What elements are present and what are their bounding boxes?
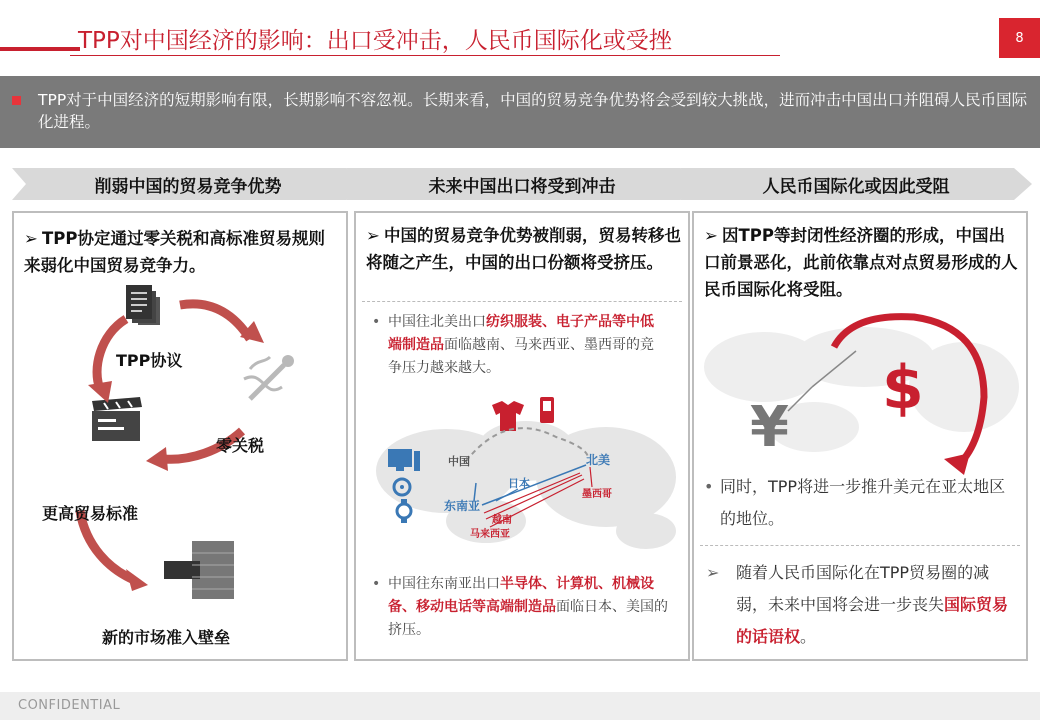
- arrow-bullet-icon: ➢: [366, 226, 380, 245]
- yuan-symbol: ¥: [750, 395, 789, 460]
- footer-confidential: CONFIDENTIAL: [18, 698, 121, 713]
- title-bar: [0, 0, 1040, 68]
- label-tpp-agreement: TPP协议: [116, 351, 183, 370]
- map-label-mexico: 墨西哥: [582, 489, 612, 500]
- column-header-1-label: 削弱中国的贸易竞争优势: [94, 176, 282, 197]
- label-market-barrier: 新的市场准入壁垒: [102, 628, 231, 647]
- arrow-bullet-icon: ➢: [706, 563, 720, 582]
- title-underline: [70, 55, 780, 56]
- trade-cycle-diagram: [14, 279, 346, 659]
- currency-map: [694, 307, 1026, 477]
- summary-box: [0, 76, 1040, 148]
- dollar-symbol: $: [882, 353, 924, 423]
- trade-flow-map: [356, 391, 688, 551]
- footer-bar: [0, 692, 1040, 720]
- map-label-sea: 东南亚: [444, 499, 481, 513]
- column-header-3: [680, 168, 1032, 200]
- panel2-bullet-southeast-asia: • 中国往东南亚出口半导体、计算机、机械设备、移动电话等高端制造品面临日本、美国的挤压。: [372, 576, 668, 638]
- arrow-bullet-icon: ➢: [24, 229, 38, 248]
- label-zero-tariff: 零关税: [216, 436, 265, 455]
- map-label-china: 中国: [448, 455, 470, 468]
- panel3-bottom-note: ➢ 随着人民币国际化在TPP贸易圈的减弱，未来中国将会进一步丧失国际贸易的话语权。: [736, 557, 1018, 653]
- column-header-3-label: 人民币国际化或因此受阻: [762, 176, 950, 197]
- panel1-heading: [24, 225, 334, 279]
- panel3-heading-text: 因TPP等封闭性经济圈的形成，中国出口前景恶化，此前依靠点对点贸易形成的人民币国际化将受阻。: [704, 226, 1018, 299]
- panel3-heading: [704, 222, 1020, 303]
- column-header-2-label: 未来中国出口将受到冲击: [428, 176, 616, 197]
- panel1-heading-text: TPP协定通过零关税和高标准贸易规则来弱化中国贸易竞争力。: [24, 229, 325, 275]
- page-number: 8: [999, 18, 1040, 58]
- column-header-1: [12, 168, 364, 200]
- label-higher-standards: 更高贸易标准: [42, 504, 139, 523]
- dashed-divider: [362, 301, 682, 302]
- column-header-2: [346, 168, 698, 200]
- page-title: TPP对中国经济的影响：出口受冲击，人民币国际化或受挫: [78, 28, 672, 54]
- map-label-vietnam: 越南: [492, 515, 512, 526]
- panel-export-impact: [354, 211, 690, 661]
- dashed-divider: [700, 545, 1020, 546]
- panel2-bullet-north-america: • 中国往北美出口纺织服装、电子产品等中低端制造品面临越南、马来西亚、墨西哥的竞争压力越来越大。: [372, 314, 654, 376]
- panel3-bullet-usd: • 同时，TPP将进一步推升美元在亚太地区的地位。: [704, 477, 1006, 528]
- arrow-bullet-icon: ➢: [704, 226, 718, 245]
- map-label-north-america: 北美: [586, 453, 611, 467]
- summary-text: TPP对于中国经济的短期影响有限，长期影响不容忽视。长期来看，中国的贸易竞争优势将会受到较大挑战，进而冲击中国出口并阻碍人民币国际化进程。: [38, 91, 1028, 131]
- clapperboard-icon: [92, 397, 142, 441]
- map-label-malaysia: 马来西亚: [470, 529, 510, 540]
- tariff-icon: [244, 355, 294, 399]
- document-icon: [126, 285, 160, 325]
- summary-bullet-icon: [12, 96, 21, 105]
- title-accent-bar: [0, 47, 80, 51]
- panel-rmb-internationalization: [692, 211, 1028, 661]
- panel2-heading: [366, 222, 682, 276]
- mobile-phone-icon: [540, 397, 554, 423]
- map-label-japan: 日本: [508, 477, 530, 490]
- panel-trade-advantage: [12, 211, 348, 661]
- wall-icon: [164, 541, 234, 599]
- panel2-heading-text: 中国的贸易竞争优势被削弱，贸易转移也将随之产生，中国的出口份额将受挤压。: [366, 226, 681, 272]
